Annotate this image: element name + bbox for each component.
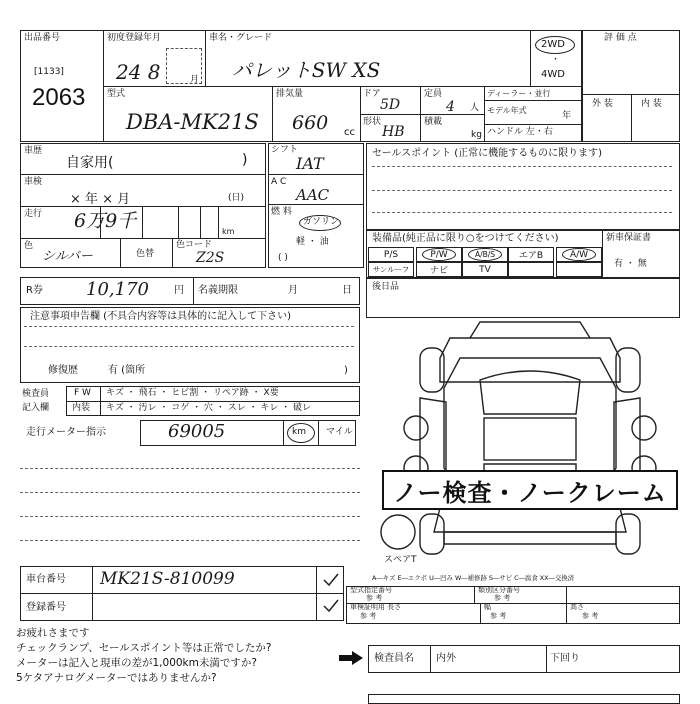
equipment-cell-1-2: TV xyxy=(462,262,508,277)
cap-unit: 人 xyxy=(470,103,480,113)
door-value: 5D xyxy=(380,97,401,113)
color-label: 色 xyxy=(24,241,34,251)
spare-tire-circle xyxy=(381,515,415,549)
equipment-cell-1-3 xyxy=(508,262,554,277)
fuel-diesel: 軽 ・ 油 xyxy=(296,237,329,247)
reg-value: 24 8 xyxy=(116,60,161,84)
name-label: 車名・グレード xyxy=(209,33,273,43)
category-label: 類別区分番号 xyxy=(478,586,520,594)
name-value: パレットSW XS xyxy=(232,58,381,82)
color-change-label: 色替 xyxy=(136,249,155,259)
length-ref: 参 考 xyxy=(360,612,377,620)
footer-line-3: メーターは記入と現車の差が1,000km未満ですか? xyxy=(16,657,257,669)
meter-mile: マイル xyxy=(326,427,353,437)
dealer-label: ディーラー・並行 xyxy=(487,89,551,98)
recycle-frame xyxy=(20,277,360,305)
mileage-label: 走行 xyxy=(24,209,43,219)
deadline-day: 日 xyxy=(342,285,352,296)
equipment-cell-1-1: ナビ xyxy=(416,262,462,277)
equipment-circle-2 xyxy=(468,248,502,261)
fuel-paren: ( ) xyxy=(278,253,288,263)
width-ref: 参 考 xyxy=(490,612,507,620)
color-code-value: Z2S xyxy=(196,250,225,266)
history-label: 車歴 xyxy=(24,146,43,156)
sales-title: セールスポイント (正常に機能するものに限ります) xyxy=(372,148,603,159)
history-value: 自家用( xyxy=(66,155,114,171)
no-claim-text: ノー検査・ノークレーム xyxy=(393,478,667,507)
no-claim-stamp xyxy=(382,470,678,510)
checkmark-icon-2 xyxy=(322,598,340,614)
meter-value: 69005 xyxy=(168,421,226,442)
equipment-cell-1-4 xyxy=(556,262,602,277)
bottom-partial-frame xyxy=(368,694,680,704)
later-label: 後日品 xyxy=(372,282,400,292)
car-front-view xyxy=(440,338,620,382)
reg-month-unit: 月 xyxy=(190,75,200,85)
disp-unit: cc xyxy=(344,127,355,138)
repair-label: 修復歴 xyxy=(48,365,78,376)
load-unit: kg xyxy=(471,130,482,140)
model-year-label: モデル年式 xyxy=(487,106,527,115)
car-diagram xyxy=(380,318,680,570)
color-code-label: 色コード xyxy=(176,240,213,250)
load-label: 積載 xyxy=(424,117,443,127)
equipment-circle-0 xyxy=(422,248,456,261)
ac-value: AAC xyxy=(296,186,330,204)
equipment-cell-0-1: P/W xyxy=(416,247,462,262)
inspector-label: 検査員名 xyxy=(374,653,414,664)
equipment-cell-0-2: A/B/S xyxy=(462,247,508,262)
repair-close: ) xyxy=(344,365,348,376)
checks-row1: キズ ・ 飛石 ・ ヒビ割 ・ リペア跡 ・ X要 xyxy=(106,388,279,398)
width-label: 幅 xyxy=(484,603,491,611)
mileage-unit: km xyxy=(222,227,235,236)
cap-label: 定員 xyxy=(424,89,443,99)
shift-value: IAT xyxy=(296,154,324,173)
inspection-day: (日) xyxy=(228,193,245,203)
drive-4wd: 4WD xyxy=(541,69,565,80)
rating-label: 評 価 点 xyxy=(604,33,637,43)
shape-value: HB xyxy=(382,124,405,140)
equipment-cell-0-3: エアB xyxy=(508,247,554,262)
handle-label: ハンドル 左・右 xyxy=(487,127,553,137)
checks-row2: キズ ・ 汚レ ・ コゲ ・ 穴 ・ スレ ・ キレ ・ 破レ xyxy=(106,403,312,413)
recycle-label: R券 xyxy=(26,285,43,296)
later-frame xyxy=(366,278,680,318)
checks-row1-head: F W xyxy=(74,388,91,398)
appearance-label: 内外 xyxy=(436,653,456,664)
fuel-gasoline: ガソリン xyxy=(303,217,340,227)
disp-value: 660 xyxy=(292,112,329,134)
designation-label: 型式指定番号 xyxy=(350,586,392,594)
ext-label: 外 装 xyxy=(592,99,613,109)
recycle-unit: 円 xyxy=(174,285,184,296)
ac-label: A C xyxy=(271,177,287,187)
notes-title: 注意事項申告欄 (不具合内容等は具体的に記入して下さい) xyxy=(30,311,291,322)
int-label: 内 装 xyxy=(641,99,662,109)
right-arrow-icon xyxy=(338,650,364,666)
mileage-value: 6万9千 xyxy=(74,210,137,232)
meter-label: 走行メーター指示 xyxy=(26,427,106,438)
deadline-month: 月 xyxy=(288,285,298,296)
footer-line-1: お疲れさまです xyxy=(16,627,90,639)
designation-ref: 参 考 xyxy=(366,594,383,602)
cap-value: 4 xyxy=(446,99,455,115)
reg-label: 初度登録年月 xyxy=(107,33,162,43)
history-close: ) xyxy=(242,152,248,168)
model-year-unit: 年 xyxy=(562,111,572,121)
fuel-label: 燃 料 xyxy=(271,207,292,217)
inspection-label: 車検 xyxy=(24,177,43,187)
disp-label: 排気量 xyxy=(276,89,304,99)
height-label: 高さ xyxy=(570,603,584,611)
equipment-cell-0-4: A/W xyxy=(556,247,602,262)
meter-km: km xyxy=(292,427,306,437)
lot-small: [1133] xyxy=(34,67,64,77)
equipment-cell-1-0: サンルーフ xyxy=(368,262,414,277)
chassis-value: MK21S-810099 xyxy=(100,569,235,589)
footer-line-4: 5ケタアナログメーターではありませんか? xyxy=(16,672,217,684)
car-rear-view xyxy=(434,508,626,532)
newcar-value: 有 ・ 無 xyxy=(614,259,647,269)
lot-label: 出品番号 xyxy=(24,33,61,43)
inspection-value: × 年 × 月 xyxy=(70,192,131,207)
spare-label: スペアT xyxy=(384,555,417,565)
equipment-title: 装備品(純正品に限り○をつけてください) xyxy=(372,233,559,244)
category-ref: 参 考 xyxy=(494,594,511,602)
reg-number-label: 登録番号 xyxy=(26,602,66,613)
car-top-view xyxy=(444,358,616,488)
footer-line-2: チェックランプ、セールスポイント等は正常でしたか? xyxy=(16,642,272,654)
checks-row2-head: 内装 xyxy=(72,403,91,413)
checkmark-icon xyxy=(322,572,340,588)
equipment-cell-0-0: P/S xyxy=(368,247,414,262)
checks-label-2: 記入欄 xyxy=(22,403,50,413)
model-value: DBA-MK21S xyxy=(126,110,259,134)
drive-2wd: 2WD xyxy=(541,39,565,50)
damage-legend: A―キズ E―エクボ U―凹み W―補修跡 S―サビ C―腐食 XX―交換済 xyxy=(372,574,575,582)
door-label: ドア xyxy=(363,89,381,99)
shift-label: シフト xyxy=(271,145,299,155)
newcar-label: 新車保証書 xyxy=(606,233,652,243)
shape-label: 形状 xyxy=(363,117,382,127)
repair-value: 有 (箇所 xyxy=(108,365,146,376)
bottom-label: 下回り xyxy=(550,653,580,664)
drive-dot: ・ xyxy=(551,55,561,65)
height-ref: 参 考 xyxy=(582,612,599,620)
equipment-circle-1 xyxy=(562,248,596,261)
chassis-label: 車台番号 xyxy=(26,574,66,585)
checks-label-1: 検査員 xyxy=(22,389,50,399)
color-value: シルバー xyxy=(42,249,93,264)
model-label: 型式 xyxy=(107,89,126,99)
length-label: 車検証明用 長さ xyxy=(350,603,402,611)
lot-number: 2063 xyxy=(32,84,86,111)
deadline-label: 名義期限 xyxy=(198,285,238,296)
inspector-frame xyxy=(368,645,680,673)
recycle-value: 10,170 xyxy=(86,279,149,300)
